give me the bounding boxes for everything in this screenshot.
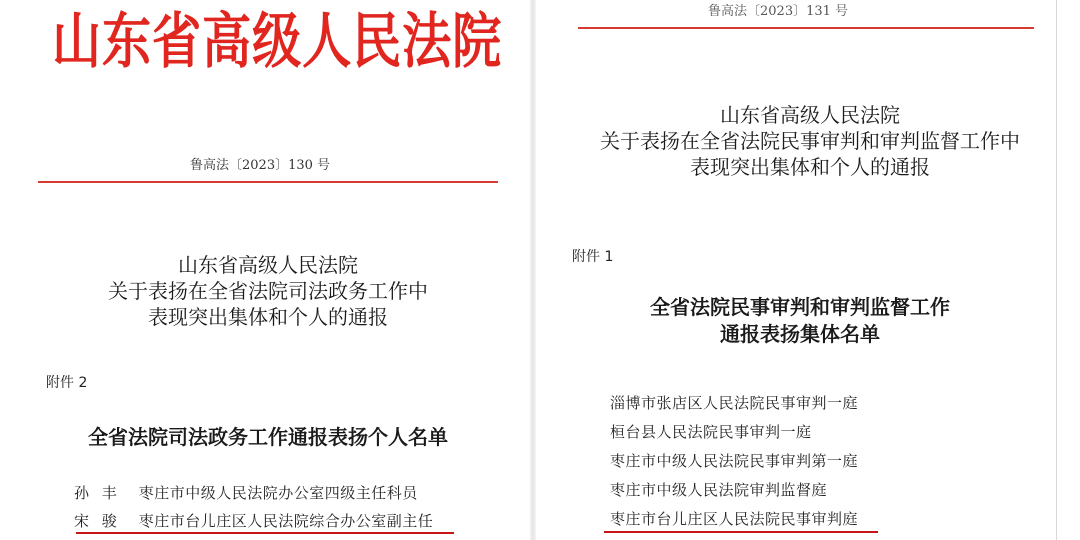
page-edge [1056,0,1057,540]
attachment-label: 附件 2 [46,375,88,391]
unit-list-item: 枣庄市中级人民法院民事审判第一庭 [610,452,859,470]
unit-list-item: 枣庄市中级人民法院审判监督庭 [610,481,828,499]
notice-title [560,102,1060,180]
title-line: 表现突出集体和个人的通报 [690,155,930,179]
person-name: 宋 骏 [74,512,121,530]
person-name: 孙 丰 [74,484,121,502]
list-heading-line: 全省法院民事审判和审判监督工作 [650,295,950,319]
title-line: 表现突出集体和个人的通报 [148,305,388,329]
unit-list-item: 桓台县人民法院民事审判一庭 [610,423,812,441]
red-highlight-underline [76,532,454,534]
unit-list-item: 淄博市张店区人民法院民事审判一庭 [610,394,859,412]
court-letterhead: 山东省高级人民法院 [52,7,503,77]
document-number: 鲁高法〔2023〕131 号 [708,4,849,19]
title-line: 山东省高级人民法院 [178,253,358,277]
person-row [74,482,418,503]
list-heading-line: 通报表扬集体名单 [720,322,880,346]
red-header-rule [578,27,1034,29]
title-line: 关于表扬在全省法院民事审判和审判监督工作中 [600,129,1020,153]
red-header-rule [38,181,498,183]
notice-title [38,252,498,330]
list-heading: 全省法院司法政务工作通报表扬个人名单 [88,425,448,449]
document-number: 鲁高法〔2023〕130 号 [190,158,331,173]
red-highlight-underline [604,531,878,533]
person-title: 枣庄市台儿庄区人民法院综合办公室副主任 [138,512,434,530]
title-line: 山东省高级人民法院 [720,103,900,127]
list-heading [560,294,1040,348]
person-row-highlighted [74,510,433,531]
unit-list-item-highlighted: 枣庄市台儿庄区人民法院民事审判庭 [610,510,859,528]
left-document-page [0,0,530,540]
title-line: 关于表扬在全省法院司法政务工作中 [108,279,428,303]
person-title: 枣庄市中级人民法院办公室四级主任科员 [138,484,418,502]
attachment-label: 附件 1 [572,249,614,265]
